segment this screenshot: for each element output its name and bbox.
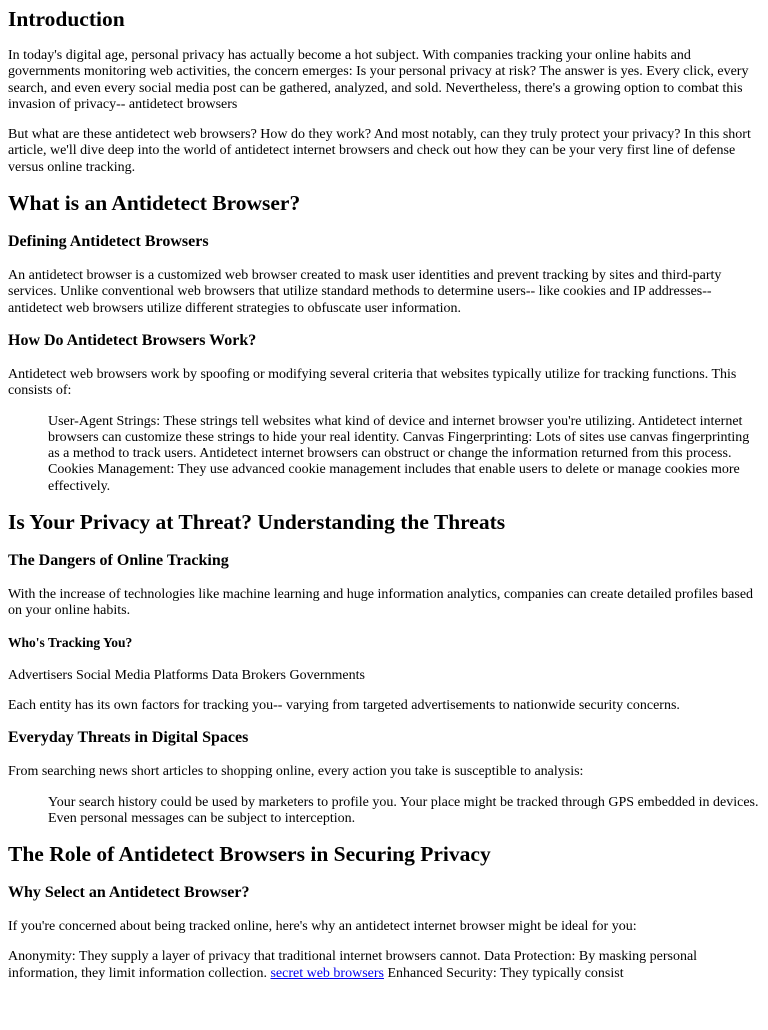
why-paragraph: If you're concerned about being tracked online, here's why an antidetect internet browser might be ideal for you: [8,919,637,935]
heading-what-is-antidetect: What is an Antidetect Browser? [8,191,301,216]
heading-role-antidetect: The Role of Antidetect Browsers in Securing Privacy [8,842,491,867]
intro-paragraph-2: But what are these antidetect web browsers? How do they work? And most notably, can they truly protect your privacy? In this short article, we'll dive deep into the world of antidetect internet browsers and check out how they can be your very first line of defense versus online tracking. [8,127,751,175]
benefits-paragraph [8,949,760,982]
defining-paragraph: An antidetect browser is a customized web browser created to mask user identities and prevent tracking by sites and third-party services. Unlike conventional web browsers that utilize standard methods to determine users-- like cookies and IP addresses-- antidetect web browsers utilize different strategies to obfuscate user information. [8,268,722,316]
everyday-paragraph: From searching news short articles to shopping online, every action you take is susceptible to analysis: [8,764,584,780]
intro-paragraph-1: In today's digital age, personal privacy has actually become a hot subject. With companies tracking your online habits and governments monitoring web activities, the concern emerges: Is your personal privacy at risk? The answer is yes. Every click, every search, and even every social media post can be gathered, analyzed, and sold. Nevertheless, there's a growing option to combat this invasion of privacy-- antidetect browsers [8,48,749,112]
how-blockquote: User-Agent Strings: These strings tell websites what kind of device and internet browser you're utilizing. Antidetect internet browsers can customize these strings to hide your real identity. Canvas Fingerprinting: Lots of sites use canvas fingerprinting as a method to track users. Antidetect internet browsers can obstruct or change the information returned from this process. Cookies Management: They use advanced cookie management includes that enable users to delete or manage cookies more effectively. [48,413,750,494]
heading-how-antidetect-works: How Do Antidetect Browsers Work? [8,331,257,349]
heading-dangers-tracking: The Dangers of Online Tracking [8,552,229,570]
dangers-paragraph: With the increase of technologies like machine learning and huge information analytics, companies can create detailed profiles based on your online habits. [8,587,754,619]
everyday-blockquote: Your search history could be used by marketers to profile you. Your place might be tracked through GPS embedded in devices. Even personal messages can be subject to interception. [48,794,759,826]
heading-introduction: Introduction [8,7,125,31]
heading-defining-antidetect: Defining Antidetect Browsers [8,233,209,251]
article [0,6,768,982]
who-paragraph: Each entity has its own factors for tracking you-- varying from targeted advertisements to nationwide security concerns. [8,697,680,713]
heading-privacy-threat: Is Your Privacy at Threat? Understanding the Threats [8,510,506,535]
heading-who-tracking: Who's Tracking You? [8,634,133,650]
benefits-text-before: Anonymity: They supply a layer of privacy that traditional internet browsers cannot. Data Protection: By masking personal information, they limit information collection. [8,949,698,981]
heading-why-select: Why Select an Antidetect Browser? [8,884,250,902]
benefits-text-after: Enhanced Security: They typically consist [383,965,624,981]
heading-everyday-threats: Everyday Threats in Digital Spaces [8,729,249,747]
who-list: Advertisers Social Media Platforms Data Brokers Governments [8,667,365,683]
how-paragraph: Antidetect web browsers work by spoofing or modifying several criteria that websites typically utilize for tracking functions. This consists of: [8,366,737,399]
secret-web-browsers-link[interactable]: secret web browsers [270,965,384,981]
